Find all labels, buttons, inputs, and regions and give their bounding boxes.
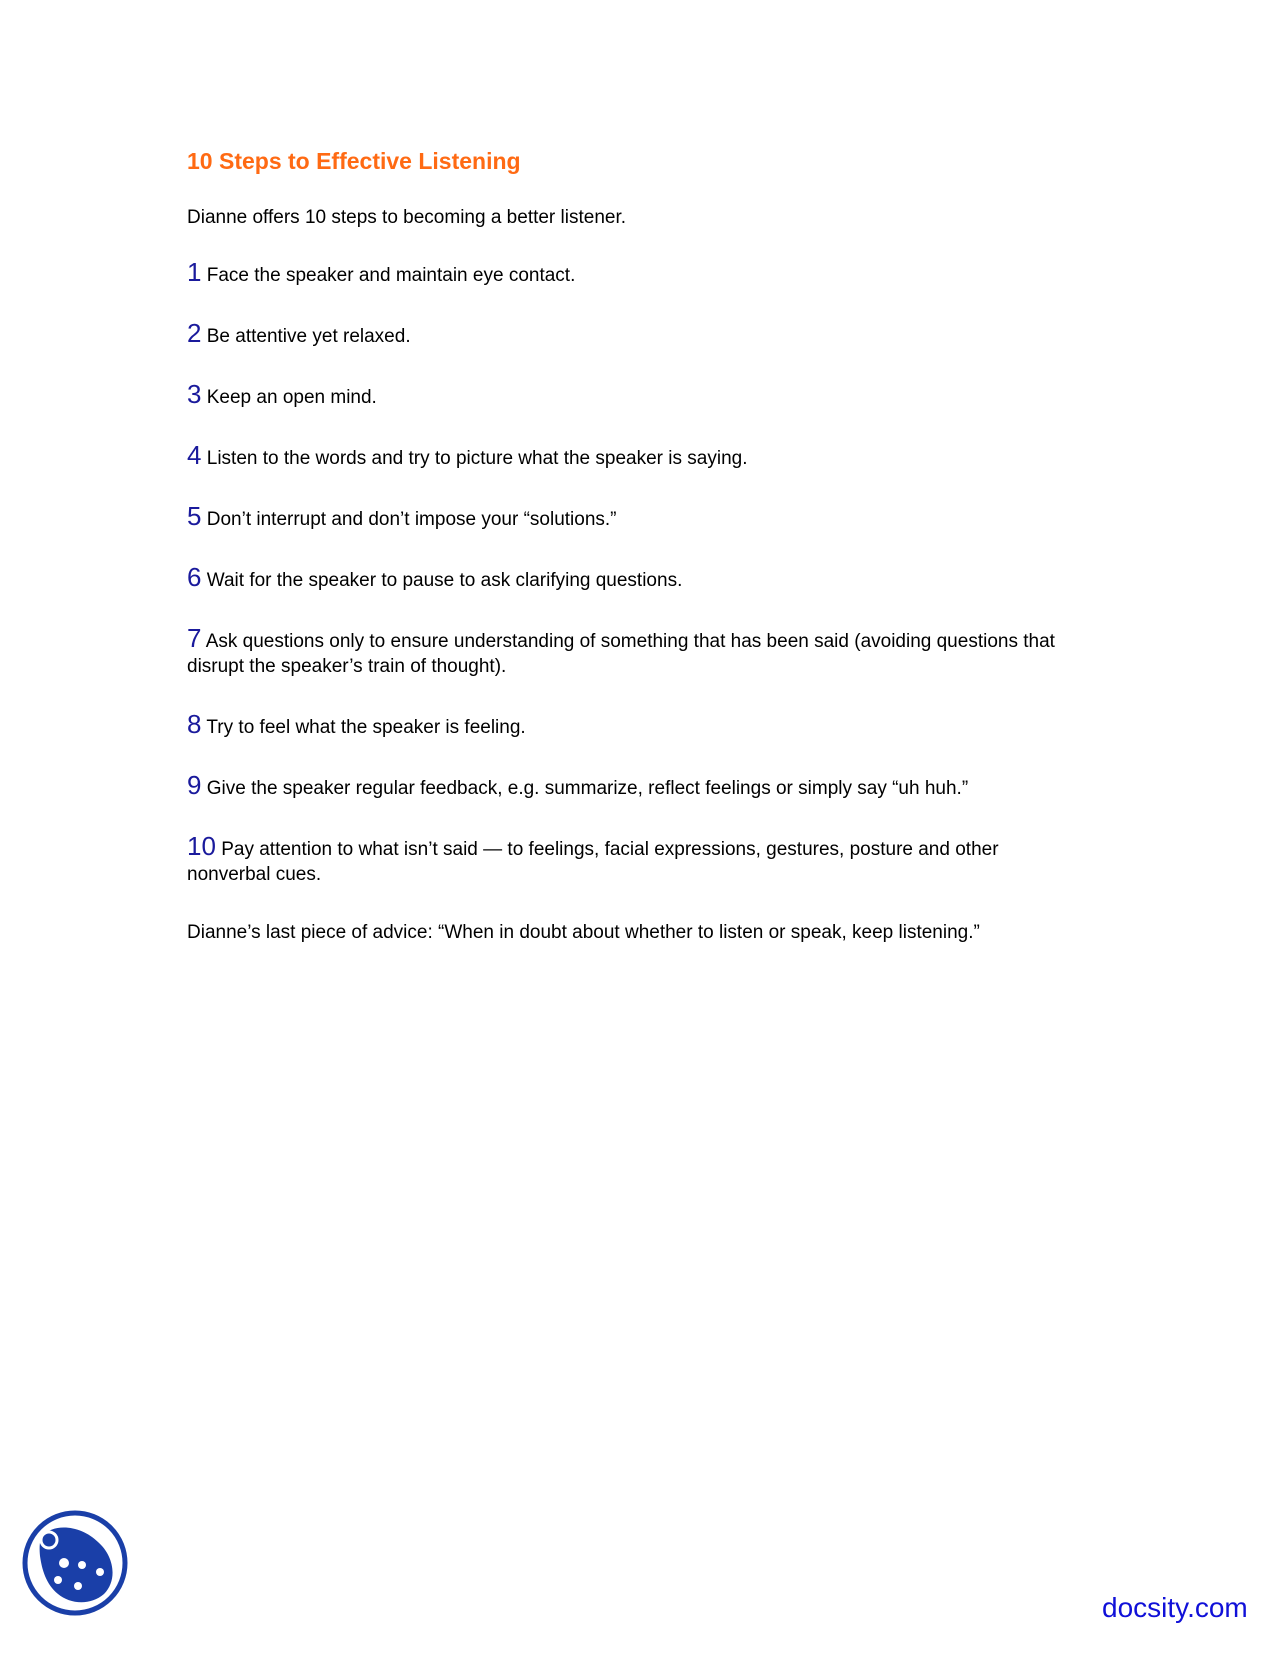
step-item [187,440,748,471]
closing-paragraph: Dianne’s last piece of advice: “When in doubt about whether to listen or speak, keep listening.” [187,922,980,943]
step-text: Give the speaker regular feedback, e.g. summarize, reflect feelings or simply say “uh huh.” [206,778,969,799]
intro-paragraph: Dianne offers 10 steps to becoming a better listener. [187,207,627,228]
step-item [187,562,683,593]
step-text: Listen to the words and try to picture what the speaker is saying. [206,448,748,469]
step-item [187,831,1087,887]
step-item [187,379,377,410]
step-text: Face the speaker and maintain eye contact. [206,265,576,286]
step-item [187,770,969,801]
step-text: Pay attention to what isn’t said — to feelings, facial expressions, gestures, posture and other nonverbal cues. [187,839,999,885]
step-item [187,318,411,349]
step-item [187,257,576,288]
step-text: Keep an open mind. [206,387,377,408]
step-number: 2 [187,318,202,348]
step-item [187,709,526,740]
step-number: 1 [187,257,202,287]
step-number: 8 [187,709,202,739]
step-item [187,501,617,532]
step-number: 10 [187,831,216,861]
step-text: Be attentive yet relaxed. [206,326,411,347]
docsity-brand-link[interactable]: docsity.com [1102,1592,1248,1623]
step-text: Ask questions only to ensure understanding of something that has been said (avoiding questions that disrupt the speaker’s train of thought). [187,631,1055,677]
document-title: 10 Steps to Effective Listening [187,148,521,174]
step-text: Don’t interrupt and don’t impose your “solutions.” [206,509,617,530]
step-number: 3 [187,379,202,409]
docsity-logo-icon [20,1508,130,1618]
step-text: Try to feel what the speaker is feeling. [206,717,526,738]
step-number: 4 [187,440,202,470]
step-number: 6 [187,562,202,592]
step-number: 9 [187,770,202,800]
step-number: 5 [187,501,202,531]
step-item [187,623,1087,679]
step-text: Wait for the speaker to pause to ask clarifying questions. [206,570,683,591]
step-number: 7 [187,623,202,653]
